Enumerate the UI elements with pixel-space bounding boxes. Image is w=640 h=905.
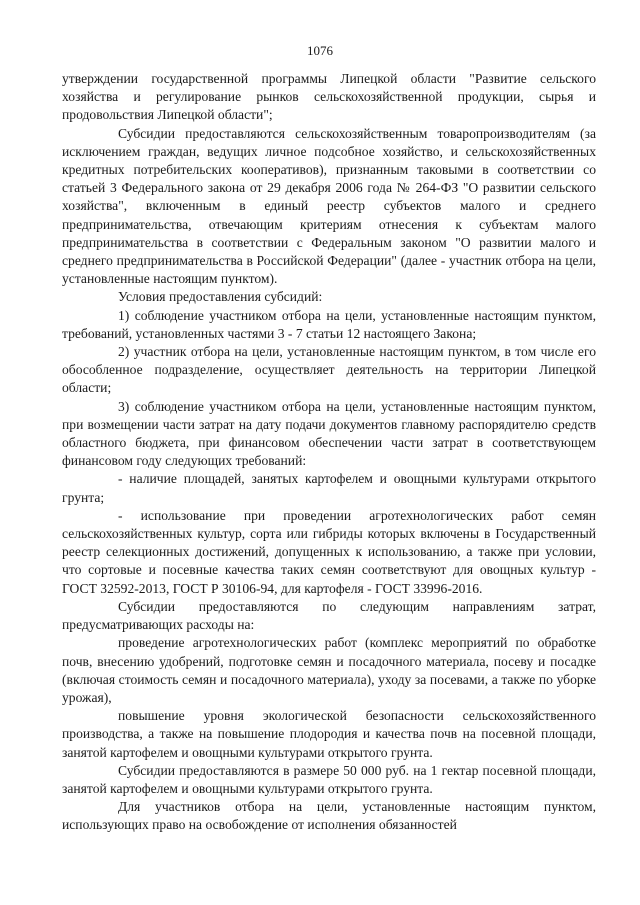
paragraph-condition-2: 2) участник отбора на цели, установленные настоящим пунктом, в том числе его обособленное подразделение, осуществляет деятельность на территории Липецкой области; [62,344,596,396]
paragraph-requirement-seeds: - использование при проведении агротехнологических работ семян сельскохозяйственных культур, сорта или гибриды которых включены в Государственный реестр селекционных достижений, допущенных к использованию, а также при условии, что сортовые и посевные качества таких семян соответствуют для овощных культур - ГОСТ 32592-2013, ГОСТ Р 30106-94, для картофеля - ГОСТ 33996-2016. [62,507,596,596]
paragraph-subsidy-amount: Субсидии предоставляются в размере 50 000 руб. на 1 гектар посевной площади, занятой картофелем и овощными культурами открытого грунта. [62,762,596,796]
paragraph-agro-works: проведение агротехнологических работ (комплекс мероприятий по обработке почв, внесению удобрений, подготовке семян и посадочного материала, посеву и посадке (включая стоимость семян и посадочного материала), уходу за посевами, а также по уборке урожая), [62,635,596,705]
paragraph-condition-3: 3) соблюдение участником отбора на цели, установленные настоящим пунктом, при возмещении части затрат на дату подачи документов главному распорядителю средств областного бюджета, при финансовом обеспечении части затрат в соответствующем финансовом году следующих требований: [62,398,596,469]
paragraph-conditions-heading: Условия предоставления субсидий: [118,289,323,305]
paragraph-recipients: Субсидии предоставляются сельскохозяйственным товаропроизводителям (за исключением граждан, ведущих личное подсобное хозяйство, и сельскохозяйственных кредитных потребительских кооперативов), признанным таковыми в соответствии со статьей 3 Федерального закона от 29 декабря 2006 года № 264-ФЗ "О развитии сельского хозяйства", включенным в единый реестр субъектов малого и среднего предпринимательства, отвечающим критериям отнесения к субъектам малого предпринимательства в соответствии с Федеральным законом "О развитии малого и среднего предпринимательства в Российской Федерации" (далее - участник отбора на цели, установленные настоящим пунктом). [62,125,596,287]
paragraph-ecological-safety: повышение уровня экологической безопасности сельскохозяйственного производства, а также на повышение плодородия и качества почв на посевной площади, занятой картофелем и овощными культурами открытого грунта. [62,708,596,760]
body-text [62,70,596,835]
page-number: 1076 [307,43,333,58]
paragraph-requirement-areas: - наличие площадей, занятых картофелем и овощными культурами открытого грунта; [62,471,596,505]
paragraph-vat-exemption: Для участников отбора на цели, установленные настоящим пунктом, использующих право на освобождение от исполнения обязанностей [62,799,596,833]
paragraph-intro-continuation: утверждении государственной программы Липецкой области "Развитие сельского хозяйства и регулирование рынков сельскохозяйственной продукции, сырья и продовольствия Липецкой области"; [62,71,596,123]
paragraph-condition-1: 1) соблюдение участником отбора на цели, установленные настоящим пунктом, требований, установленных частями 3 - 7 статьи 12 настоящего Закона; [62,307,596,341]
paragraph-cost-directions: Субсидии предоставляются по следующим направлениям затрат, предусматривающих расходы на: [62,598,596,633]
